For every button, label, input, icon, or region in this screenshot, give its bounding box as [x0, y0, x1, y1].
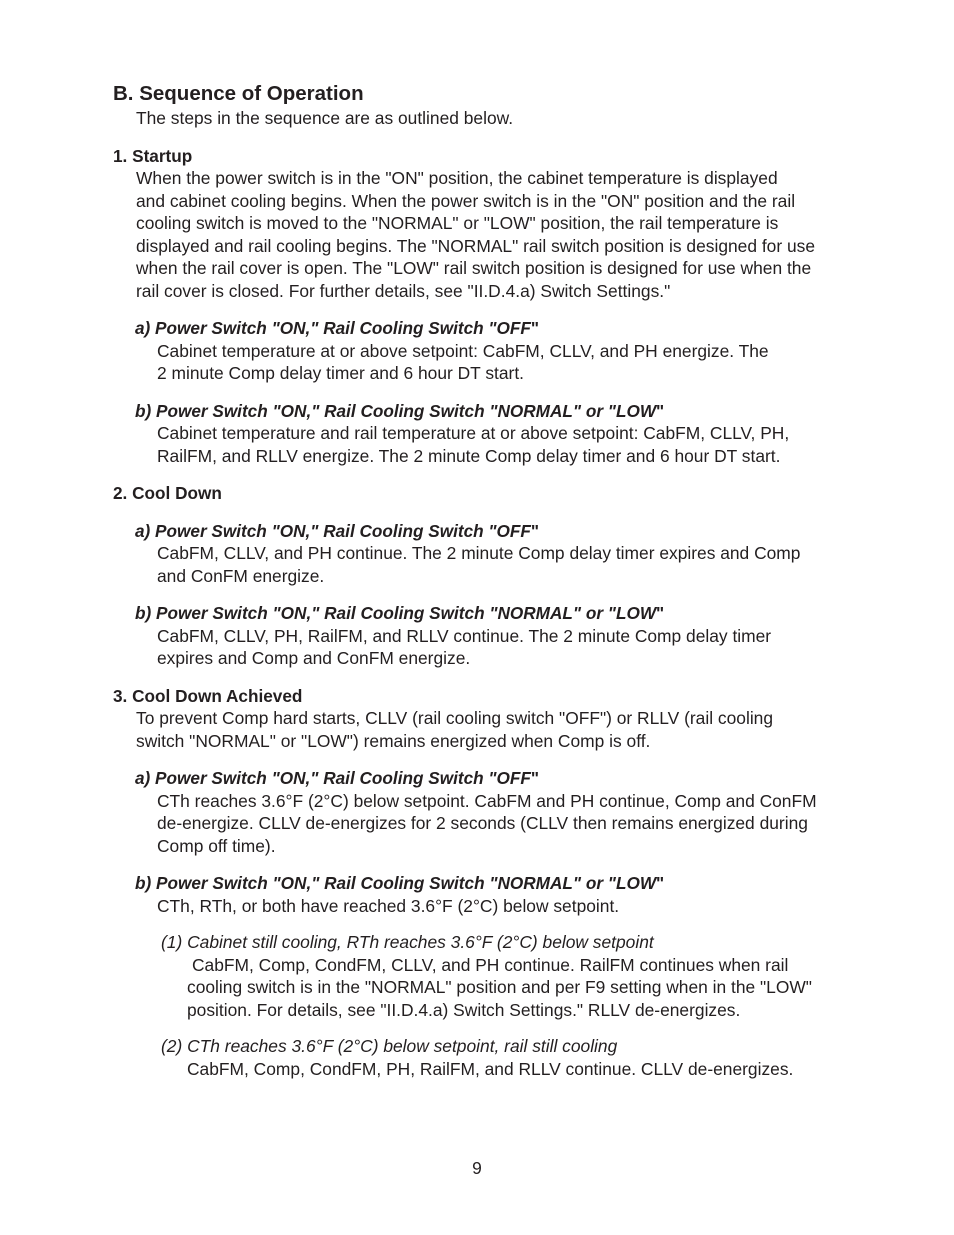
achieved-b [135, 872, 893, 917]
heading-text: a) Power Switch "ON," Rail Cooling Switch "OFF [135, 768, 531, 788]
text-line: CabFM, CLLV, PH, RailFM, and RLLV continue. The 2 minute Comp delay timer [157, 625, 772, 646]
heading-quote: " [656, 400, 665, 421]
achieved-a-heading [135, 767, 893, 790]
achieved-heading: 3. Cool Down Achieved [113, 685, 303, 706]
heading-quote: " [530, 520, 540, 541]
heading-text: b) Power Switch "ON," Rail Cooling Switch "NORMAL" or "LOW [135, 400, 657, 421]
heading-quote: " [530, 768, 540, 788]
startup-b-text [157, 422, 893, 467]
achieved-a [135, 767, 893, 857]
startup-text [136, 167, 893, 302]
cooldown-b [135, 602, 893, 670]
heading-text: a) Power Switch "ON," Rail Cooling Switch "OFF [135, 520, 531, 541]
startup-a [135, 317, 893, 385]
text-line: CTh, RTh, or both have reached 3.6°F (2°C) below setpoint. [157, 895, 620, 916]
cooldown-b-heading [135, 602, 893, 625]
achieved-b-1-text [187, 954, 893, 1022]
heading-quote: " [530, 318, 540, 338]
startup-a-heading [135, 317, 893, 340]
text-line: switch "NORMAL" or "LOW") remains energized when Comp is off. [136, 730, 651, 751]
heading-text: b) Power Switch "ON," Rail Cooling Switch "NORMAL" or "LOW [135, 603, 657, 623]
cooldown-a-text [157, 542, 893, 587]
text-line: position. For details, see "II.D.4.a) Switch Settings." RLLV de-energizes. [187, 999, 741, 1020]
text-line: Cabinet temperature at or above setpoint: CabFM, CLLV, and PH energize. The [157, 340, 769, 361]
text-line: To prevent Comp hard starts, CLLV (rail cooling switch "OFF") or RLLV (rail cooling [136, 708, 774, 728]
document-body [113, 80, 893, 1080]
text-line: displayed and rail cooling begins. The "NORMAL" rail switch position is designed for use [136, 235, 816, 256]
text-line: cooling switch is in the "NORMAL" position and per F9 setting when in the "LOW" [187, 977, 812, 997]
heading-quote: " [656, 603, 665, 623]
startup-a-text [157, 340, 893, 385]
achieved-b-1-heading: (1) Cabinet still cooling, RTh reaches 3.6°F (2°C) below setpoint [161, 932, 654, 952]
cooldown-a-heading [135, 520, 893, 543]
text-line: rail cover is closed. For further details, see "II.D.4.a) Switch Settings." [136, 280, 671, 301]
cooldown-b-text [157, 625, 893, 670]
text-line: CTh reaches 3.6°F (2°C) below setpoint. CabFM and PH continue, Comp and ConFM [157, 790, 817, 811]
text-line: expires and Comp and ConFM energize. [157, 648, 471, 668]
text-line: CabFM, Comp, CondFM, PH, RailFM, and RLLV continue. CLLV de-energizes. [187, 1058, 794, 1079]
heading-quote: " [656, 873, 665, 893]
text-line: Cabinet temperature and rail temperature at or above setpoint: CabFM, CLLV, PH, [157, 423, 790, 443]
achieved-b-heading [135, 872, 893, 895]
startup-heading: 1. Startup [113, 145, 193, 166]
text-line: cooling switch is moved to the "NORMAL" or "LOW" position, the rail temperature is [136, 213, 779, 233]
text-line: and ConFM energize. [157, 565, 325, 586]
achieved-b-2-heading: (2) CTh reaches 3.6°F (2°C) below setpoint, rail still cooling [161, 1036, 618, 1056]
text-line: CabFM, CLLV, and PH continue. The 2 minute Comp delay timer expires and Comp [157, 543, 801, 563]
achieved-b-2-text [187, 1058, 893, 1081]
startup-b [135, 400, 893, 468]
achieved-b-1 [161, 931, 893, 1021]
cooldown-heading: 2. Cool Down [113, 483, 222, 503]
text-line: RailFM, and RLLV energize. The 2 minute Comp delay timer and 6 hour DT start. [157, 445, 781, 466]
achieved-text [136, 707, 893, 752]
section-title: B. Sequence of Operation [113, 82, 364, 105]
text-line: When the power switch is in the "ON" position, the cabinet temperature is displayed [136, 168, 778, 188]
achieved-a-text [157, 790, 893, 858]
text-line: and cabinet cooling begins. When the power switch is in the "ON" position and the rail [136, 190, 796, 211]
section-intro: The steps in the sequence are as outlined below. [136, 108, 514, 128]
achieved-b-text [157, 895, 893, 918]
text-line: Comp off time). [157, 835, 276, 856]
heading-text: a) Power Switch "ON," Rail Cooling Switch "OFF [135, 318, 531, 338]
page-number: 9 [472, 1158, 482, 1178]
text-line: CabFM, Comp, CondFM, CLLV, and PH continue. RailFM continues when rail [192, 954, 789, 975]
achieved-b-2 [161, 1035, 893, 1080]
text-line: when the rail cover is open. The "LOW" rail switch position is designed for use when the [136, 258, 812, 278]
startup-b-heading [135, 400, 893, 423]
text-line: de-energize. CLLV de-energizes for 2 seconds (CLLV then remains energized during [157, 813, 808, 833]
cooldown-a [135, 520, 893, 588]
heading-text: b) Power Switch "ON," Rail Cooling Switch "NORMAL" or "LOW [135, 873, 657, 893]
text-line: 2 minute Comp delay timer and 6 hour DT start. [157, 363, 524, 383]
